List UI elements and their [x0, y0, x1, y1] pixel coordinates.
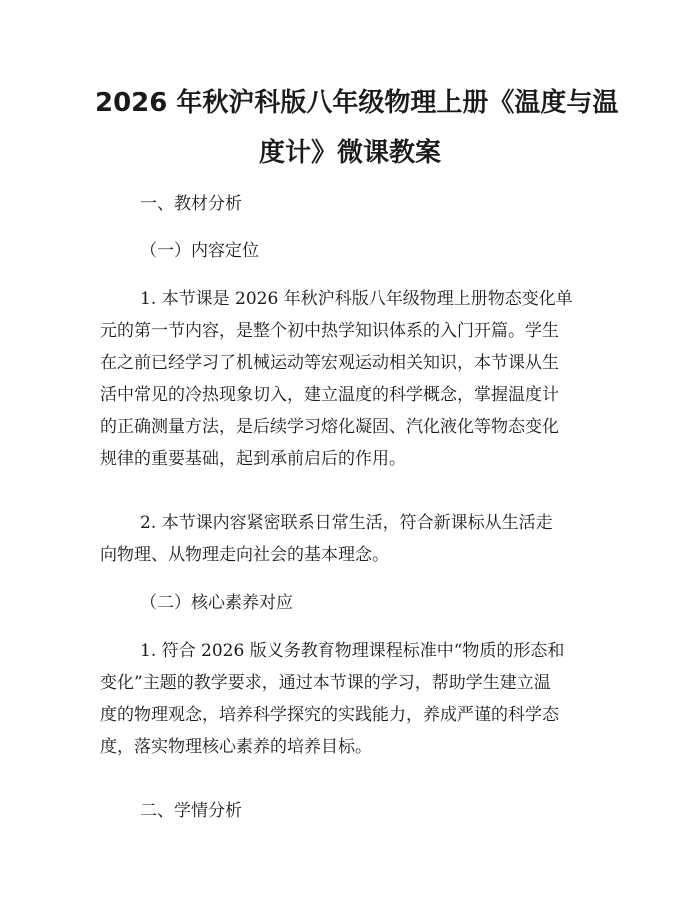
- document-title-line-2: 度计》微课教案: [258, 138, 441, 168]
- subheading-content-positioning: （一）内容定位: [140, 241, 259, 261]
- paragraph-1-line-1: 1. 本节课是 2026 年秋沪科版八年级物理上册物态变化单: [140, 289, 573, 309]
- section-heading-student-analysis: 二、学情分析: [140, 801, 242, 821]
- paragraph-1-line-3: 在之前已经学习了机械运动等宏观运动相关知识，本节课从生: [100, 353, 559, 373]
- paragraph-2-line-2: 向物理、从物理走向社会的基本理念。: [100, 545, 389, 565]
- paragraph-3-line-1: 1. 符合 2026 版义务教育物理课程标准中“物质的形态和: [140, 641, 565, 661]
- paragraph-1-line-5: 的正确测量方法，是后续学习熔化凝固、汽化液化等物态变化: [100, 417, 559, 437]
- section-heading-textbook-analysis: 一、教材分析: [140, 194, 242, 214]
- paragraph-1-line-2: 元的第一节内容，是整个初中热学知识体系的入门开篇。学生: [100, 321, 559, 341]
- paragraph-2-line-1: 2. 本节课内容紧密联系日常生活，符合新课标从生活走: [140, 513, 553, 533]
- paragraph-3-line-2: 变化”主题的教学要求，通过本节课的学习，帮助学生建立温: [100, 673, 551, 693]
- paragraph-1-line-6: 规律的重要基础，起到承前启后的作用。: [100, 449, 406, 469]
- paragraph-3-line-3: 度的物理观念，培养科学探究的实践能力，养成严谨的科学态: [100, 705, 559, 725]
- subheading-core-competencies: （二）核心素养对应: [140, 593, 293, 613]
- paragraph-3-line-4: 度，落实物理核心素养的培养目标。: [100, 737, 372, 757]
- paragraph-1-line-4: 活中常见的冷热现象切入，建立温度的科学概念，掌握温度计: [100, 385, 559, 405]
- document-title-line-1: 2026 年秋沪科版八年级物理上册《温度与温: [95, 88, 619, 118]
